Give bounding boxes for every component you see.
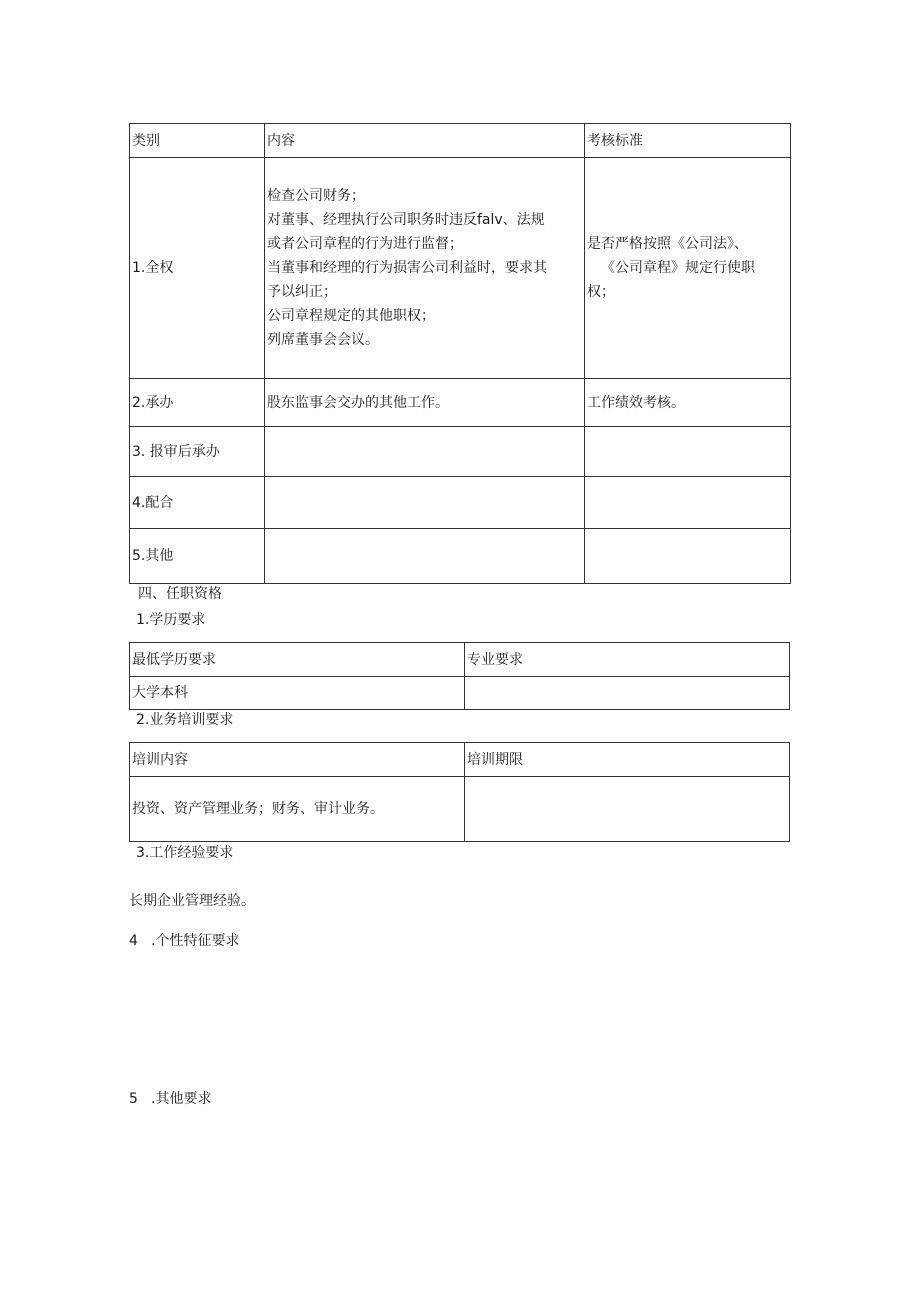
table-row — [130, 529, 791, 584]
standard-line: 权； — [587, 284, 615, 300]
row-content — [265, 427, 585, 477]
cell-training-content: 投资、资产管理业务；财务、审计业务。 — [130, 777, 465, 842]
training-title: 2.业务培训要求 — [136, 712, 234, 728]
table-row — [130, 777, 790, 842]
row-standard: 工作绩效考核。 — [585, 379, 791, 427]
personality-number: 4 — [129, 933, 138, 949]
row-category: 2.承办 — [130, 379, 265, 427]
row-standard — [585, 427, 791, 477]
education-title: 1.学历要求 — [136, 612, 206, 628]
row-content — [265, 477, 585, 529]
table-row — [130, 477, 791, 529]
header-major: 专业要求 — [465, 643, 790, 677]
row-category: 4.配合 — [130, 477, 265, 529]
row-category: 1.全权 — [130, 158, 265, 379]
content-line: 列席董事会会议。 — [267, 332, 379, 348]
content-line: 公司章程规定的其他职权； — [267, 308, 435, 324]
header-standard: 考核标准 — [585, 124, 791, 158]
other-title: .其他要求 — [151, 1091, 212, 1107]
table-header-row — [130, 743, 790, 777]
experience-text: 长期企业管理经验。 — [129, 893, 255, 909]
table-header-row — [130, 124, 791, 158]
header-min-education: 最低学历要求 — [130, 643, 465, 677]
training-table — [129, 742, 790, 842]
row-category: 5.其他 — [130, 529, 265, 584]
standard-line: 《公司章程》规定行使职 — [601, 260, 755, 276]
content-line: 对董事、经理执行公司职务时违反falv、法规 — [267, 212, 545, 228]
experience-title: 3.工作经验要求 — [136, 845, 234, 861]
content-line: 或者公司章程的行为进行监督； — [267, 236, 463, 252]
personality-title: .个性特征要求 — [151, 933, 240, 949]
row-content — [265, 529, 585, 584]
content-line: 检查公司财务； — [267, 188, 365, 204]
table-header-row — [130, 643, 790, 677]
cell-major-value — [465, 677, 790, 710]
row-content — [265, 158, 585, 379]
table-row — [130, 677, 790, 710]
header-training-period: 培训期限 — [465, 743, 790, 777]
table-row — [130, 379, 791, 427]
education-table — [129, 642, 790, 710]
row-standard — [585, 158, 791, 379]
header-content: 内容 — [265, 124, 585, 158]
table-row — [130, 427, 791, 477]
personality-heading — [129, 931, 239, 951]
content-line: 当董事和经理的行为损害公司利益时，要求其 — [267, 260, 547, 276]
section-title: 四、任职资格 — [138, 586, 222, 602]
duty-table — [129, 123, 791, 584]
table-row — [130, 158, 791, 379]
row-content: 股东监事会交办的其他工作。 — [265, 379, 585, 427]
header-training-content: 培训内容 — [130, 743, 465, 777]
row-standard — [585, 529, 791, 584]
content-line: 予以纠正； — [267, 284, 337, 300]
cell-education-value: 大学本科 — [130, 677, 465, 710]
header-category: 类别 — [130, 124, 265, 158]
other-number: 5 — [129, 1091, 138, 1107]
row-category: 3. 报审后承办 — [130, 427, 265, 477]
standard-line: 是否严格按照《公司法》、 — [587, 236, 748, 252]
other-heading — [129, 1089, 211, 1109]
cell-training-period — [465, 777, 790, 842]
row-standard — [585, 477, 791, 529]
